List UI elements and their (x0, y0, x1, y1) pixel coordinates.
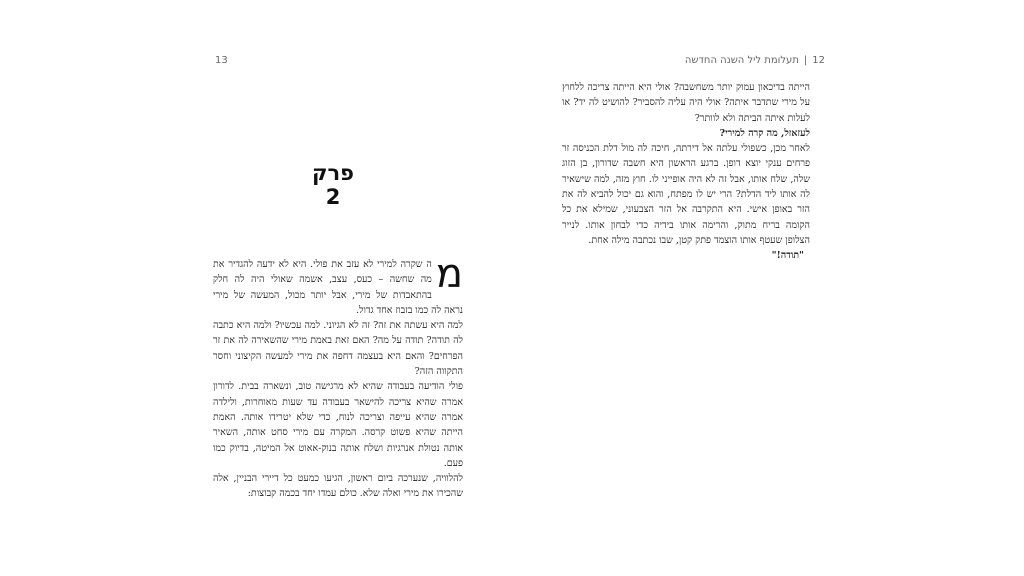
paragraph-text: ה שקרה למירי לא עזב את פולי. היא לא ידעה להגדיר את מה שחשה – כעס, עצב, אשמה שאולי היה לה חלק בהתאבדות של מירי, אבל יותר מכול, המעשה של מירי נראה לה כמו בזבוז אחד גדול. (213, 259, 463, 316)
running-header (685, 55, 825, 66)
header-separator: | (803, 55, 808, 66)
left-body-text (213, 251, 463, 502)
page-number: 13 (215, 55, 228, 66)
paragraph: להלוויה, שנערכה ביום ראשון, הגיעו כמעט כל דיירי הבניין, אלה שהכירו את מירי ואלה שלא. כולם עמדו יחד בכמה קבוצות: (213, 473, 463, 500)
book-title: תעלומת ליל השנה החדשה (684, 55, 799, 66)
right-body-text (562, 80, 810, 264)
paragraph-dialog: "תודה!" (771, 250, 804, 262)
paragraph-bold: לעזאזל, מה קרה למירי? (719, 127, 810, 139)
chapter-title: פרק 2 (312, 161, 354, 209)
paragraph: למה היא עשתה את זה? זה לא הגיוני. למה עכשיו? ולמה היא כתבה לה תודה? תודה על מה? האם זאת באמת מירי שהשאירה לה את זר הפרחים? והאם היא בעצמה דחפה את מירי למעשה הקיצוני וחסר התקווה הזה? (213, 320, 463, 378)
paragraph: הייתה בדיכאון עמוק יותר משחשבה? אולי היא הייתה צריכה ללחוץ על מירי שתדבר איתה? אולי היה עליה להסביר? להושיט לה יד? או לעלות איתה הביתה ולא לוותר? (562, 82, 810, 124)
paragraph: פולי הודיעה בעבודה שהיא לא מרגישה טוב, ונשארה בבית. לדורון אמרה שהיא צריכה להישאר בעבודה עד שעות מאוחרות, ולילדה אמרה שהיא עייפה וצריכה לנוח, כדי שלא יטרידו אותה. האמת הייתה שהיא פשוט קרסה. המקרה עם מירי סחט אותה, השאיר אותה נטולת אנרגיות ושלח אותה בנוק-אאוט אל המיטה, בדיוק כמו פעם. (213, 381, 463, 469)
paragraph: לאחר מכן, כשפולי עלתה אל דירתה, חיכה לה מול דלת הכניסה זר פרחים ענקי יוצא דופן. ברגע הראשון היא חשבה שדורון, בן הזוג שלה, שלח אותו, אבל זה לא היה אופייני לו. חוץ מזה, למה שישאיר לה אותו ליד הדלת? הרי יש לו מפתח, והוא גם יכול להביא לה את הזר באופן אישי. היא התקרבה אל הזר הצבעוני, שמילא את כל הקומה בריח מתוק, והרימה אותו בידיה כדי לבחון אותו. לנייר הצלופן שעטף אותו הוצמד פתק קטן, שבו נכתבה מילה אחת. (562, 143, 810, 246)
drop-cap: מ (435, 251, 463, 297)
page-number: 12 (812, 55, 825, 66)
paragraph (213, 251, 463, 318)
